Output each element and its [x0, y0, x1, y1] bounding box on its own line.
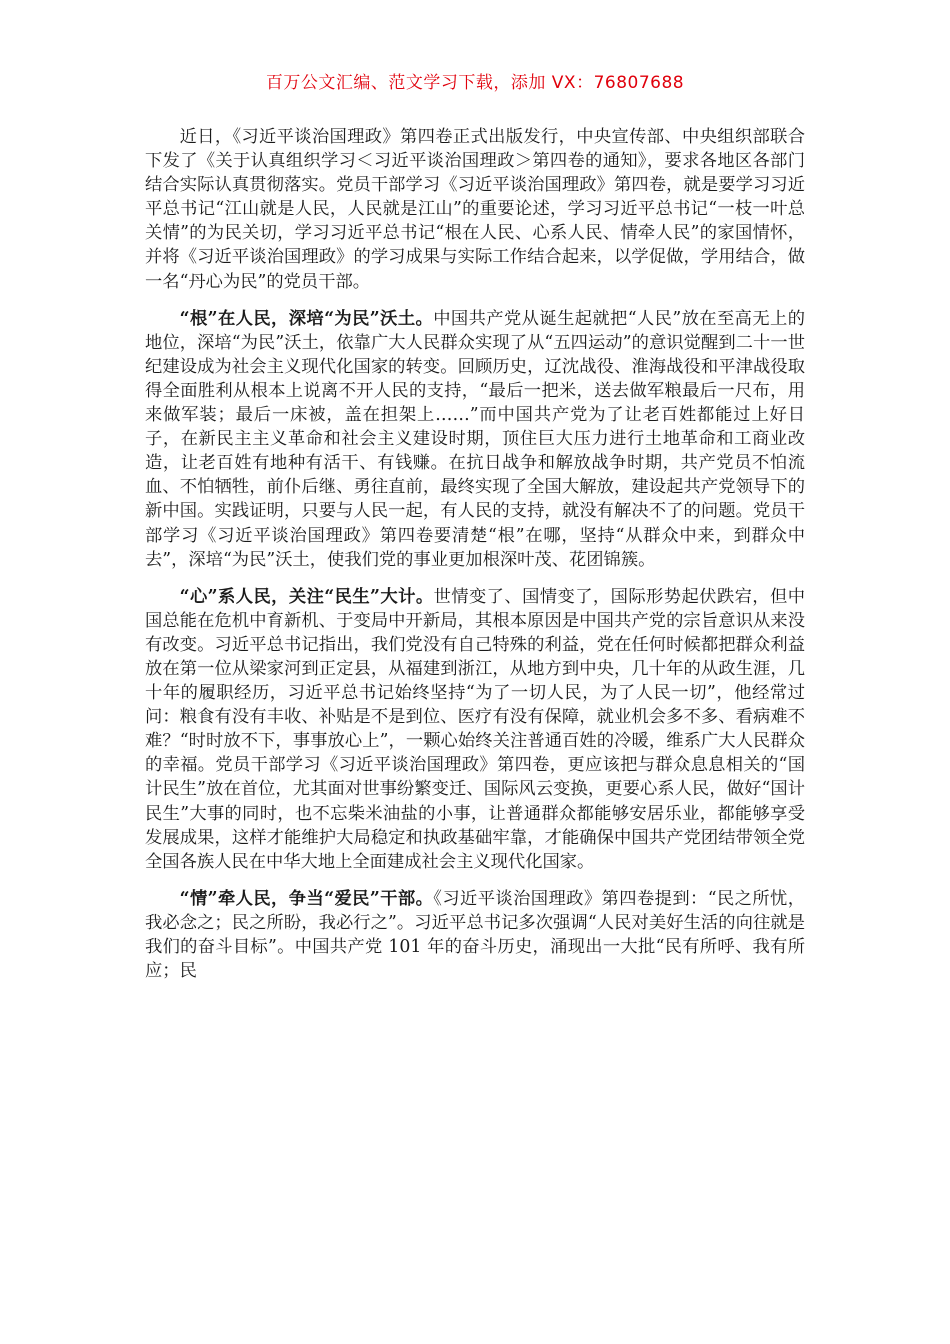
paragraph-intro — [145, 125, 805, 294]
paragraph-lead: “情”牵人民，争当“爱民”干部。 — [179, 888, 434, 909]
article-body — [145, 125, 805, 996]
paragraph-root — [145, 307, 805, 572]
paragraph-heart — [145, 585, 805, 874]
paragraph-lead: “根”在人民，深培“为民”沃土。 — [179, 308, 434, 329]
paragraph-feeling — [145, 887, 805, 983]
paragraph-body: 世情变了、国情变了，国际形势起伏跌宕，但中国总能在危机中育新机、于变局中开新局，其根本原因是中国共产党的宗旨意识从来没有改变。习近平总书记指出，我们党没有自己特殊的利益，党在任何时候都把群众利益放在第一位从梁家河到正定县，从福建到浙江，从地方到中央，几十年的从政生涯，几十年的履职经历，习近平总书记始终坚持“为了一切人民，为了人民一切”，他经常过问：粮食有没有丰收、补贴是不是到位、医疗有没有保障，就业机会多不多、看病难不难？“时时放不下，事事放心上”，一颗心始终关注普通百姓的冷暖，维系广大人民群众的幸福。党员干部学习《习近平谈治国理政》第四卷，更应该把与群众息息相关的“国计民生”放在首位，尤其面对世事纷繁变迁、国际风云变换，更要心系人民，做好“国计民生”大事的同时，也不忘柴米油盐的小事，让普通群众都能够安居乐业，都能够享受发展成果，这样才能维护大局稳定和执政基础牢靠，才能确保中国共产党团结带领全党全国各族人民在中华大地上全面建成社会主义现代化国家。 — [145, 586, 805, 872]
header-watermark: 百万公文汇编、范文学习下载，添加 VX：76807688 — [265, 73, 685, 93]
paragraph-lead: “心”系人民，关注“民生”大计。 — [179, 586, 434, 607]
paragraph-body: 《习近平谈治国理政》第四卷提到：“民之所忧，我必念之；民之所盼，我必行之”。习近平总书记多次强调“人民对美好生活的向往就是我们的奋斗目标”。中国共产党 101 年的奋斗历史，涌现出一大批“民有所呼、我有所应；民 — [145, 888, 805, 982]
paragraph-body: 近日，《习近平谈治国理政》第四卷正式出版发行，中央宣传部、中央组织部联合下发了《关于认真组织学习＜习近平谈治国理政＞第四卷的通知》，要求各地区各部门结合实际认真贯彻落实。党员干部学习《习近平谈治国理政》第四卷，就是要学习习近平总书记“江山就是人民，人民就是江山”的重要论述，学习习近平总书记“一枝一叶总关情”的为民关切，学习习近平总书记“根在人民、心系人民、情牵人民”的家国情怀，并将《习近平谈治国理政》的学习成果与实际工作结合起来，以学促做，学用结合，做一名“丹心为民”的党员干部。 — [145, 127, 805, 292]
paragraph-body: 中国共产党从诞生起就把“人民”放在至高无上的地位，深培“为民”沃土，依靠广大人民群众实现了从“五四运动”的意识觉醒到二十一世纪建设成为社会主义现代化国家的转变。回顾历史，辽沈战役、淮海战役和平津战役取得全面胜利从根本上说离不开人民的支持，“最后一把米，送去做军粮最后一尺布，用来做军装；最后一床被，盖在担架上……”而中国共产党为了让老百姓都能过上好日子，在新民主主义革命和社会主义建设时期，顶住巨大压力进行土地革命和工商业改造，让老百姓有地种有活干、有钱赚。在抗日战争和解放战争时期，共产党员不怕流血、不怕牺牲，前仆后继、勇往直前，最终实现了全国大解放，建设起共产党领导下的新中国。实践证明，只要与人民一起，有人民的支持，就没有解决不了的问题。党员干部学习《习近平谈治国理政》第四卷要清楚“根”在哪，坚持“从群众中来，到群众中去”，深培“为民”沃土，使我们党的事业更加根深叶茂、花团锦簇。 — [145, 308, 805, 570]
